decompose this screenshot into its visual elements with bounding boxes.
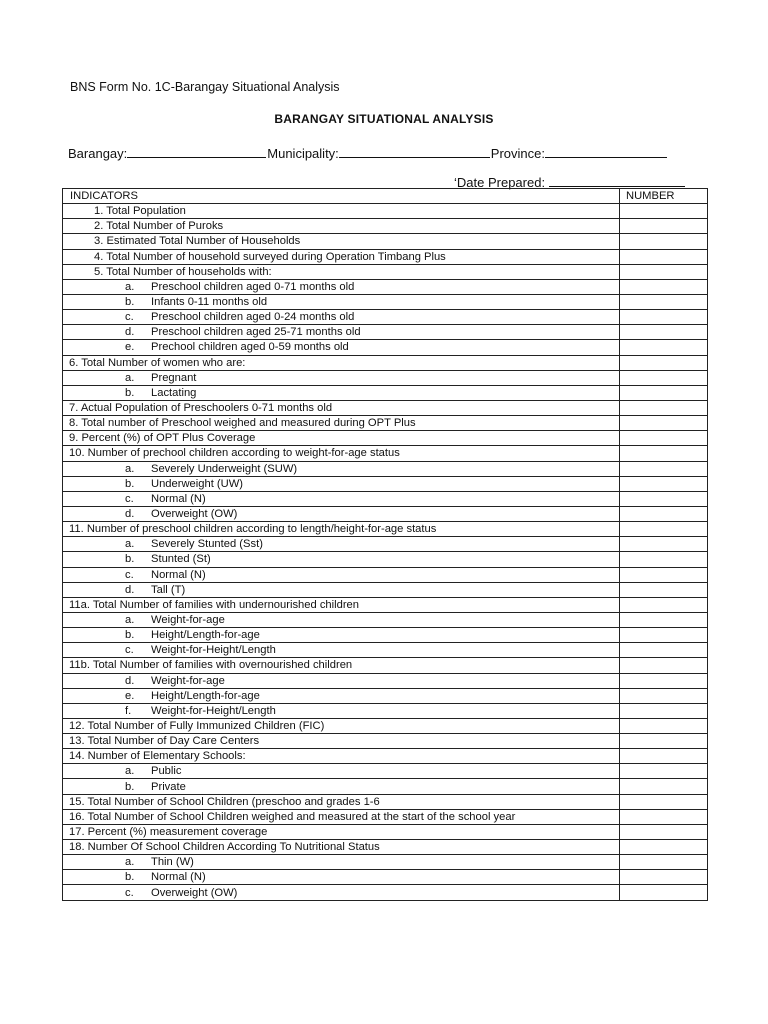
indicator-cell xyxy=(63,416,620,431)
indicator-cell xyxy=(63,294,620,309)
indicator-label: Overweight (OW) xyxy=(151,886,238,899)
item-letter: b. xyxy=(125,553,135,566)
number-cell[interactable] xyxy=(620,612,708,627)
indicator-label: Weight-for-age xyxy=(151,614,225,626)
indicator-cell xyxy=(63,688,620,703)
indicator-cell xyxy=(63,491,620,506)
indicator-cell xyxy=(63,234,620,249)
number-cell[interactable] xyxy=(620,779,708,794)
indicator-label: Infants 0-11 months old xyxy=(151,296,268,309)
indicator-cell xyxy=(63,537,620,552)
number-cell[interactable] xyxy=(620,870,708,885)
number-cell[interactable] xyxy=(620,370,708,385)
table-row xyxy=(63,249,708,264)
indicator-label: 1. Total Population xyxy=(94,205,186,218)
indicator-cell xyxy=(63,643,620,658)
item-letter: b. xyxy=(125,386,135,399)
indicator-cell xyxy=(63,764,620,779)
indicator-cell xyxy=(63,582,620,597)
item-letter: c. xyxy=(125,644,134,657)
indicator-cell xyxy=(63,204,620,219)
item-letter: e. xyxy=(125,341,135,354)
indicator-label: Tall (T) xyxy=(151,583,186,596)
indicator-cell xyxy=(63,673,620,688)
number-cell[interactable] xyxy=(620,446,708,461)
indicator-label: Severely Stunted (Sst) xyxy=(151,538,263,551)
number-cell[interactable] xyxy=(620,204,708,219)
province-label: Province: xyxy=(490,146,545,161)
number-cell[interactable] xyxy=(620,749,708,764)
indicator-cell xyxy=(63,749,620,764)
indicator-label: 11b. Total Number of families with overnourished children xyxy=(69,659,353,672)
indicator-label: 8. Total number of Preschool weighed and measured during OPT Plus xyxy=(69,417,416,430)
table-row xyxy=(63,234,708,249)
indicator-label: Thin (W) xyxy=(151,856,194,869)
table-row xyxy=(63,764,708,779)
indicator-cell xyxy=(63,612,620,627)
number-cell[interactable] xyxy=(620,537,708,552)
number-cell[interactable] xyxy=(620,279,708,294)
indicator-label: 5. Total Number of households with: xyxy=(94,265,272,278)
item-letter: b. xyxy=(125,629,135,642)
indicator-label: Prechool children aged 0-59 months old xyxy=(151,341,349,354)
table-row xyxy=(63,204,708,219)
table-row xyxy=(63,400,708,415)
indicator-cell xyxy=(63,885,620,900)
indicator-label: 14. Number of Elementary Schools: xyxy=(69,750,246,763)
item-letter: a. xyxy=(125,538,135,551)
table-row xyxy=(63,567,708,582)
indicator-label: Preschool children aged 0-71 months old xyxy=(151,280,355,293)
page-title: BARANGAY SITUATIONAL ANALYSIS xyxy=(274,112,494,126)
item-letter: f. xyxy=(125,704,132,717)
table-row xyxy=(63,734,708,749)
indicator-cell xyxy=(63,840,620,855)
number-header: NUMBER xyxy=(620,189,708,204)
indicator-cell xyxy=(63,628,620,643)
barangay-field[interactable] xyxy=(127,145,266,158)
item-letter: a. xyxy=(125,765,135,778)
table-row xyxy=(63,416,708,431)
table-row xyxy=(63,779,708,794)
indicator-cell xyxy=(63,718,620,733)
item-letter: c. xyxy=(125,492,134,505)
number-cell[interactable] xyxy=(620,673,708,688)
number-cell[interactable] xyxy=(620,764,708,779)
indicator-label: 6. Total Number of women who are: xyxy=(69,356,246,369)
date-field[interactable] xyxy=(549,174,685,187)
table-row xyxy=(63,461,708,476)
number-cell[interactable] xyxy=(620,249,708,264)
indicator-label: Preschool children aged 25-71 months old xyxy=(151,326,361,339)
indicator-label: 17. Percent (%) measurement coverage xyxy=(69,825,268,838)
table-row xyxy=(63,264,708,279)
table-row xyxy=(63,673,708,688)
table-row xyxy=(63,855,708,870)
number-cell[interactable] xyxy=(620,718,708,733)
number-cell[interactable] xyxy=(620,643,708,658)
item-letter: a. xyxy=(125,462,135,475)
indicator-cell xyxy=(63,431,620,446)
indicator-label: 16. Total Number of School Children weighed and measured at the start of the school year xyxy=(69,810,516,823)
table-row xyxy=(63,718,708,733)
indicator-cell xyxy=(63,249,620,264)
indicator-cell xyxy=(63,506,620,521)
item-letter: d. xyxy=(125,508,135,521)
indicator-cell xyxy=(63,824,620,839)
table-row xyxy=(63,597,708,612)
table-row xyxy=(63,279,708,294)
item-letter: d. xyxy=(125,674,135,687)
table-row xyxy=(63,431,708,446)
table-row xyxy=(63,537,708,552)
province-field[interactable] xyxy=(545,145,667,158)
table-row xyxy=(63,885,708,900)
table-row xyxy=(63,522,708,537)
indicator-label: Weight-for-age xyxy=(151,674,225,687)
number-cell[interactable] xyxy=(620,506,708,521)
indicator-label: Stunted (St) xyxy=(151,553,211,566)
indicator-cell xyxy=(63,461,620,476)
number-cell[interactable] xyxy=(620,476,708,491)
number-cell[interactable] xyxy=(620,310,708,325)
table-row xyxy=(63,643,708,658)
indicator-label: 4. Total Number of household surveyed during Operation Timbang Plus xyxy=(94,250,446,263)
number-cell[interactable] xyxy=(620,688,708,703)
table-row xyxy=(63,446,708,461)
barangay-label: Barangay: xyxy=(68,146,128,161)
number-cell[interactable] xyxy=(620,522,708,537)
indicator-label: Underweight (UW) xyxy=(151,477,244,490)
location-line xyxy=(68,145,668,161)
item-letter: c. xyxy=(125,311,134,324)
indicator-cell xyxy=(63,567,620,582)
item-letter: b. xyxy=(125,477,135,490)
indicator-label: Overweight (OW) xyxy=(151,508,238,521)
indicator-cell xyxy=(63,400,620,415)
indicator-cell xyxy=(63,794,620,809)
indicator-label: 15. Total Number of School Children (preschoo and grades 1-6 xyxy=(69,795,380,808)
indicator-label: Weight-for-Height/Length xyxy=(151,704,276,717)
indicator-cell xyxy=(63,597,620,612)
indicator-label: 11. Number of preschool children according to length/height-for-age status xyxy=(69,523,437,536)
number-cell[interactable] xyxy=(620,824,708,839)
indicator-cell xyxy=(63,279,620,294)
table-row xyxy=(63,476,708,491)
table-row xyxy=(63,385,708,400)
indicator-cell xyxy=(63,264,620,279)
number-cell[interactable] xyxy=(620,340,708,355)
table-row xyxy=(63,658,708,673)
indicator-cell xyxy=(63,809,620,824)
indicator-cell xyxy=(63,219,620,234)
table-row xyxy=(63,809,708,824)
number-cell[interactable] xyxy=(620,325,708,340)
item-letter: b. xyxy=(125,780,135,793)
table-row xyxy=(63,294,708,309)
form-number: BNS Form No. 1C-Barangay Situational Analysis xyxy=(70,80,340,94)
item-letter: d. xyxy=(125,326,135,339)
table-row xyxy=(63,840,708,855)
item-letter: c. xyxy=(125,568,134,581)
table-row xyxy=(63,703,708,718)
table-row xyxy=(63,491,708,506)
number-cell[interactable] xyxy=(620,567,708,582)
indicator-cell xyxy=(63,658,620,673)
indicator-label: Weight-for-Height/Length xyxy=(151,644,276,657)
number-cell[interactable] xyxy=(620,552,708,567)
number-cell[interactable] xyxy=(620,734,708,749)
indicator-cell xyxy=(63,552,620,567)
table-row xyxy=(63,749,708,764)
number-cell[interactable] xyxy=(620,416,708,431)
indicator-label: 18. Number Of School Children According To Nutritional Status xyxy=(69,841,380,854)
table-header-row xyxy=(63,189,708,204)
indicator-label: Height/Length-for-age xyxy=(151,629,260,642)
indicator-label: 11a. Total Number of families with undernourished children xyxy=(69,598,359,611)
indicator-cell xyxy=(63,779,620,794)
item-letter: b. xyxy=(125,871,135,884)
number-cell[interactable] xyxy=(620,431,708,446)
indicator-cell xyxy=(63,522,620,537)
indicator-label: Pregnant xyxy=(151,371,197,384)
table-row xyxy=(63,628,708,643)
table-row xyxy=(63,325,708,340)
indicator-label: Public xyxy=(151,765,182,778)
indicator-label: Preschool children aged 0-24 months old xyxy=(151,311,355,324)
indicator-label: Height/Length-for-age xyxy=(151,689,260,702)
table-row xyxy=(63,870,708,885)
number-cell[interactable] xyxy=(620,234,708,249)
indicator-label: 10. Number of prechool children according to weight-for-age status xyxy=(69,447,400,460)
number-cell[interactable] xyxy=(620,355,708,370)
number-cell[interactable] xyxy=(620,491,708,506)
indicator-label: 7. Actual Population of Preschoolers 0-71 months old xyxy=(69,402,333,415)
item-letter: b. xyxy=(125,296,135,309)
number-cell[interactable] xyxy=(620,703,708,718)
date-label: ‘Date Prepared: xyxy=(454,175,546,190)
municipality-label: Municipality: xyxy=(267,146,339,161)
item-letter: a. xyxy=(125,614,135,626)
indicator-label: Private xyxy=(151,780,186,793)
number-cell[interactable] xyxy=(620,597,708,612)
indicator-cell xyxy=(63,340,620,355)
number-cell[interactable] xyxy=(620,628,708,643)
number-cell[interactable] xyxy=(620,219,708,234)
table-row xyxy=(63,794,708,809)
table-row xyxy=(63,340,708,355)
table-row xyxy=(63,612,708,627)
number-cell[interactable] xyxy=(620,400,708,415)
indicator-label: Severely Underweight (SUW) xyxy=(151,462,298,475)
indicator-cell xyxy=(63,355,620,370)
number-cell[interactable] xyxy=(620,385,708,400)
item-letter: c. xyxy=(125,886,134,899)
number-cell[interactable] xyxy=(620,461,708,476)
number-cell[interactable] xyxy=(620,855,708,870)
number-cell[interactable] xyxy=(620,658,708,673)
indicator-label: 2. Total Number of Puroks xyxy=(94,220,224,233)
indicators-table xyxy=(62,188,708,901)
indicator-cell xyxy=(63,870,620,885)
indicator-cell xyxy=(63,734,620,749)
table-row xyxy=(63,219,708,234)
indicator-label: Normal (N) xyxy=(151,871,206,884)
number-cell[interactable] xyxy=(620,582,708,597)
number-cell[interactable] xyxy=(620,264,708,279)
indicator-label: 9. Percent (%) of OPT Plus Coverage xyxy=(69,432,256,445)
indicator-label: 13. Total Number of Day Care Centers xyxy=(69,735,260,748)
table-row xyxy=(63,552,708,567)
item-letter: d. xyxy=(125,583,135,596)
item-letter: a. xyxy=(125,856,135,869)
indicator-label: Normal (N) xyxy=(151,492,206,505)
table-row xyxy=(63,688,708,703)
item-letter: e. xyxy=(125,689,135,702)
indicator-rows xyxy=(63,204,708,900)
indicator-label: Lactating xyxy=(151,386,197,399)
table-row xyxy=(63,824,708,839)
indicator-cell xyxy=(63,476,620,491)
indicator-label: Normal (N) xyxy=(151,568,206,581)
table-row xyxy=(63,582,708,597)
municipality-field[interactable] xyxy=(339,145,490,158)
indicator-cell xyxy=(63,703,620,718)
table-row xyxy=(63,310,708,325)
indicator-label: 3. Estimated Total Number of Households xyxy=(94,235,301,248)
table-row xyxy=(63,370,708,385)
indicator-cell xyxy=(63,370,620,385)
indicator-label: 12. Total Number of Fully Immunized Children (FIC) xyxy=(69,719,325,732)
indicators-header: INDICATORS xyxy=(63,189,620,204)
table-row xyxy=(63,506,708,521)
number-cell[interactable] xyxy=(620,794,708,809)
item-letter: a. xyxy=(125,371,135,384)
indicator-cell xyxy=(63,446,620,461)
item-letter: a. xyxy=(125,280,135,293)
number-cell[interactable] xyxy=(620,809,708,824)
number-cell[interactable] xyxy=(620,294,708,309)
table-row xyxy=(63,355,708,370)
number-cell[interactable] xyxy=(620,885,708,900)
indicator-cell xyxy=(63,325,620,340)
number-cell[interactable] xyxy=(620,840,708,855)
indicator-cell xyxy=(63,310,620,325)
indicator-cell xyxy=(63,385,620,400)
indicator-cell xyxy=(63,855,620,870)
